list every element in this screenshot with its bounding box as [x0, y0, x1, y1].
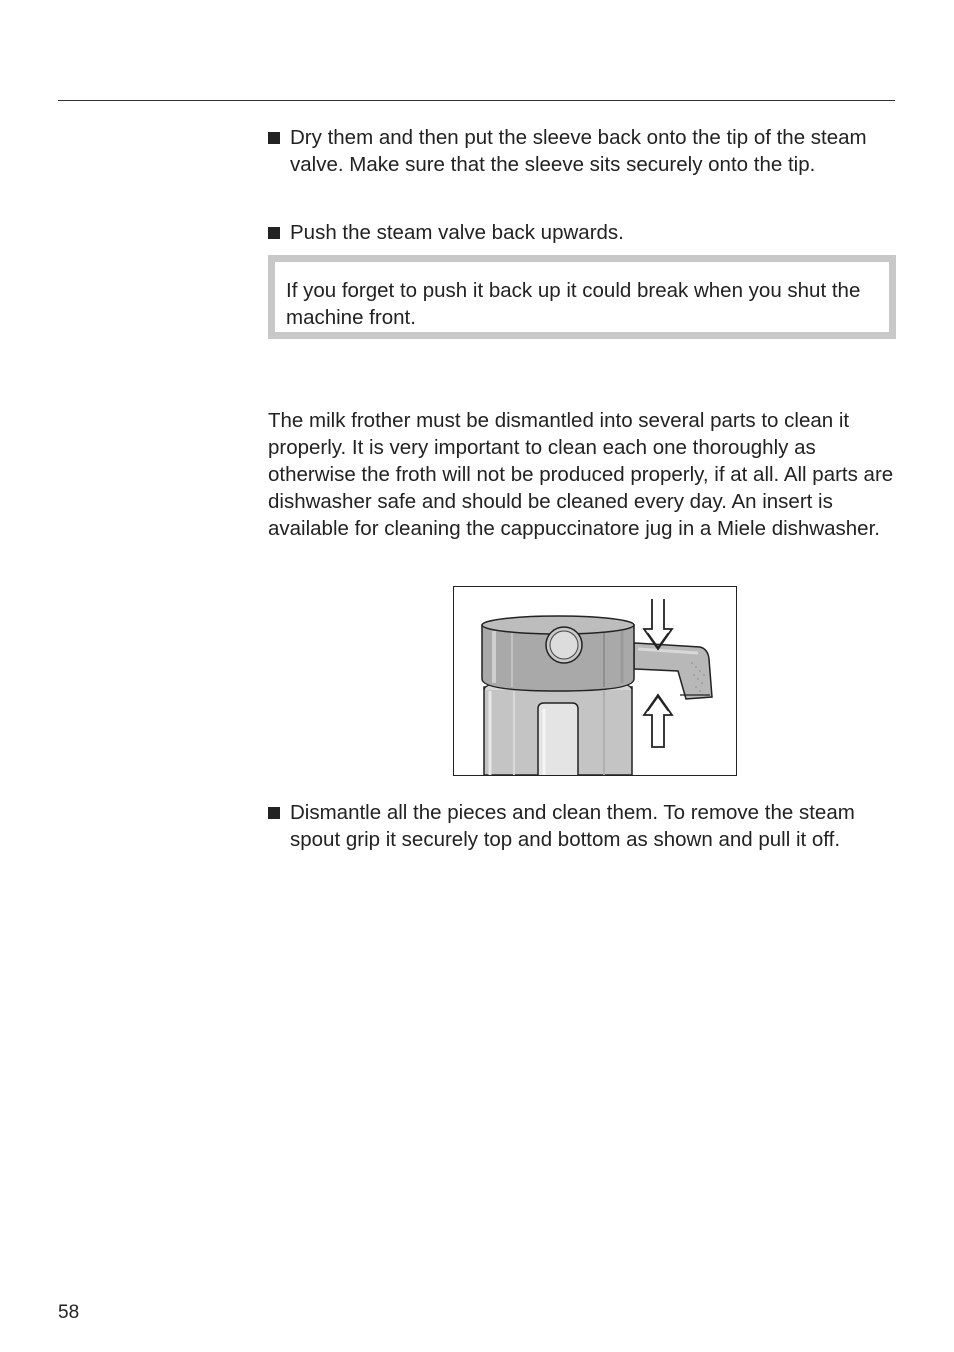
warning-note-text: If you forget to push it back up it could break when you shut the machine front.: [286, 279, 861, 329]
step-item: [268, 799, 888, 853]
milk-frother-illustration: [454, 587, 736, 775]
step-item: [268, 124, 888, 178]
step-text: Dry them and then put the sleeve back onto the tip of the steam valve. Make sure that the sleeve sits securely onto the tip.: [290, 126, 867, 176]
step-item: [268, 219, 888, 246]
intro-paragraph: The milk frother must be dismantled into several parts to clean it properly. It is very important to clean each one thoroughly as otherwise the froth will not be produced properly, if at all. All parts are dishwasher safe and should be cleaned every day. An insert is available for cleaning the cappuccinatore jug in a Miele dishwasher.: [268, 409, 894, 540]
bullet-square-icon: [268, 227, 280, 239]
step-text: Push the steam valve back upwards.: [290, 221, 624, 244]
arrow-up-icon: [644, 695, 672, 747]
bullet-square-icon: [268, 132, 280, 144]
header-rule: [58, 100, 895, 101]
milk-frother-figure: [453, 586, 737, 776]
step-text: Dismantle all the pieces and clean them. To remove the steam spout grip it securely top and bottom as shown and pull it off.: [290, 801, 855, 851]
warning-note-box: [268, 255, 896, 339]
arrow-down-icon: [644, 599, 672, 649]
page-number: 58: [58, 1302, 80, 1323]
bullet-square-icon: [268, 807, 280, 819]
